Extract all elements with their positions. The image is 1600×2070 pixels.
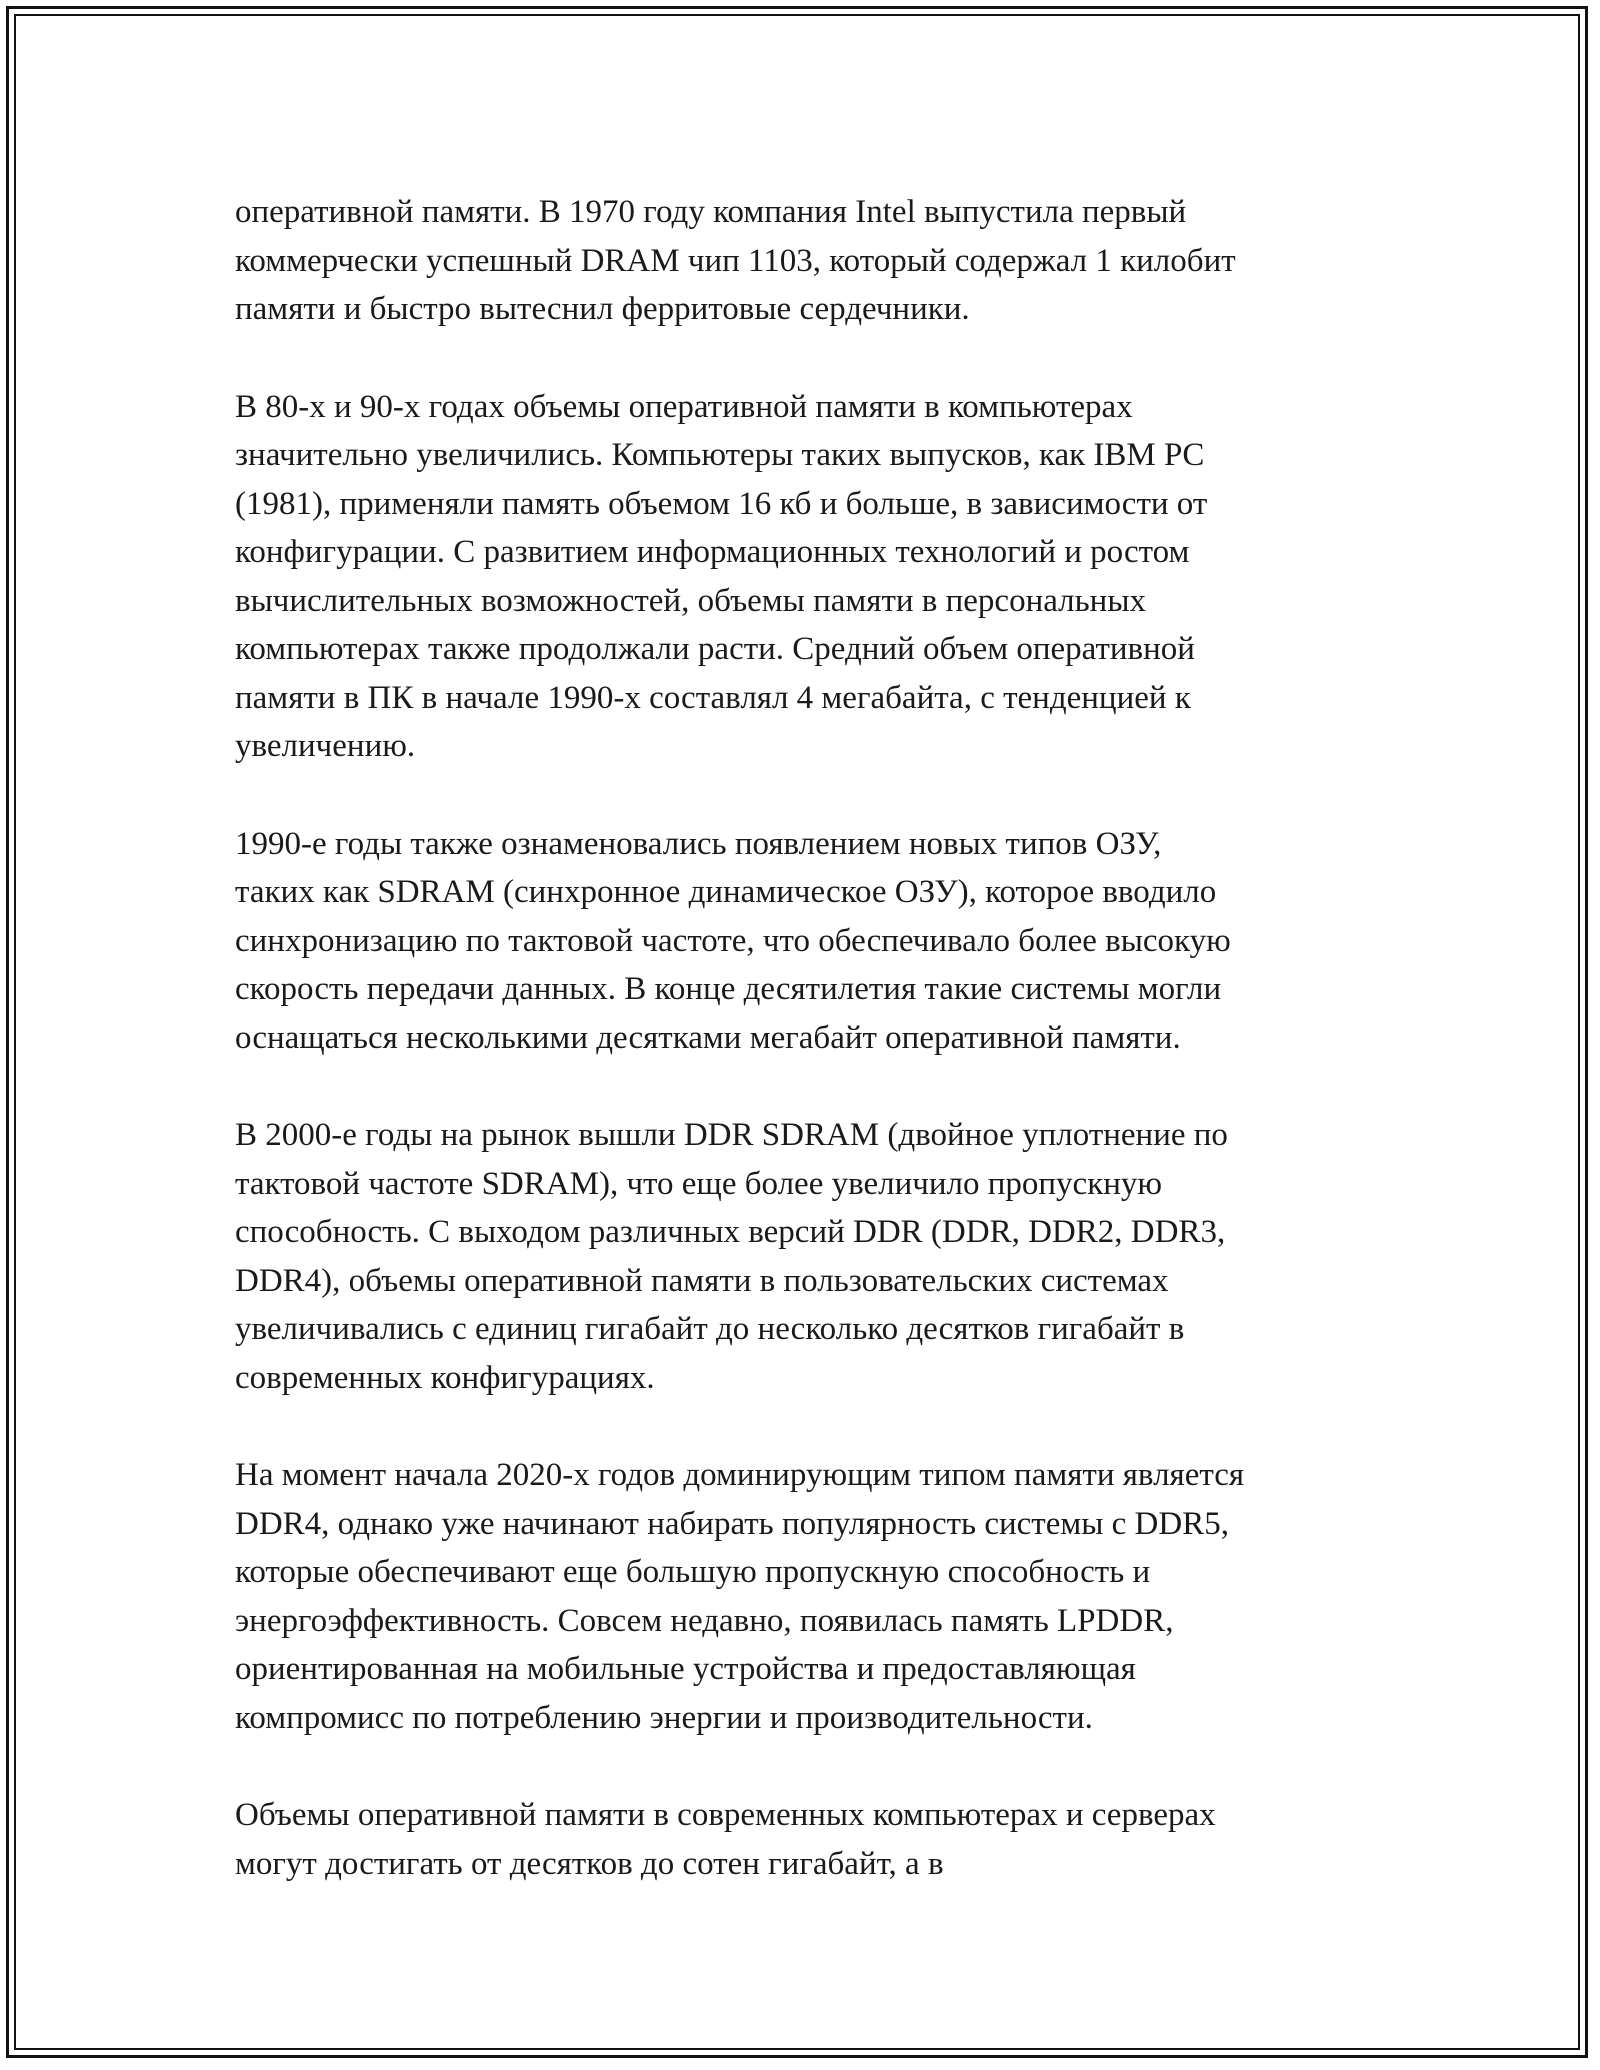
paragraph-80s-90s: В 80-х и 90-х годах объемы оперативной памяти в компьютерах значительно увеличились. Компьютеры таких выпусков, как IBM PC (1981), применяли память объемом 16 кб и больше, в зависимости от конфигурации. С развитием информационных технологий и ростом вычислительных возможностей, объемы памяти в персональных компьютерах также продолжали расти. Средний объем оперативной памяти в ПК в начале 1990-х составлял 4 мегабайта, с тенденцией к увеличению. xyxy=(235,388,1208,764)
paragraph-ddr4-ddr5: На момент начала 2020-х годов доминирующим типом памяти является DDR4, однако уже начинают набирать популярность системы с DDR5, которые обеспечивают еще большую пропускную способность и энергоэффективность. Совсем недавно, появилась память LPDDR, ориентированная на мобильные устройства и предоставляющая компромисс по потреблению энергии и производительности. xyxy=(235,1457,1245,1736)
paragraph-modern-volumes: Объемы оперативной памяти в современных компьютерах и серверах могут достигать от десятков до сотен гигабайт, а в xyxy=(235,1797,1216,1882)
document-body xyxy=(235,188,1385,1937)
paragraph-intel-dram: оперативной памяти. В 1970 году компания Intel выпустила первый коммерчески успешный DRAM чип 1103, который содержал 1 килобит памяти и быстро вытеснил ферритовые сердечники. xyxy=(235,194,1236,327)
paragraph-sdram: 1990-е годы также ознаменовались появлением новых типов ОЗУ, таких как SDRAM (синхронное динамическое ОЗУ), которое вводило синхронизацию по тактовой частоте, что обеспечивало более высокую скорость передачи данных. В конце десятилетия такие системы могли оснащаться несколькими десятками мегабайт оперативной памяти. xyxy=(235,825,1231,1056)
paragraph-ddr: В 2000-е годы на рынок вышли DDR SDRAM (двойное уплотнение по тактовой частоте SDRAM), что еще более увеличило пропускную способность. С выходом различных версий DDR (DDR, DDR2, DDR3, DDR4), объемы оперативной памяти в пользовательских системах увеличивались с единиц гигабайт до несколько десятков гигабайт в современных конфигурациях. xyxy=(235,1117,1228,1396)
